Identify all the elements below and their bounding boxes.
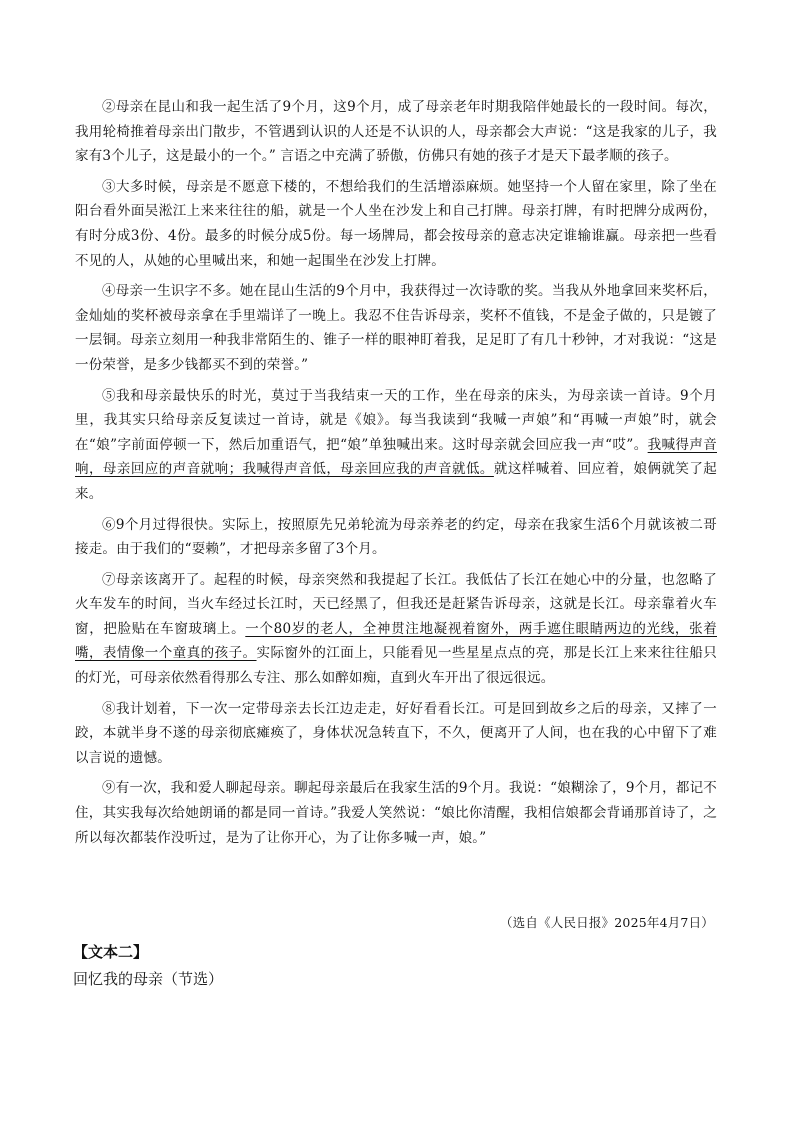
paragraph-8: ⑧我计划着，下一次一定带母亲去长江边走走，好好看看长江。可是回到故乡之后的母亲，又摔了一跤，本就半身不遂的母亲彻底瘫痪了，身体状况急转直下，不久，便离开了人间，也在我的心中留下了难以言说的遗憾。: [75, 700, 717, 766]
paragraph-7-text: ⑦母亲该离开了。起程的时候，母亲突然和我提起了长江。我低估了长江在她心中的分量，也忽略了火车发车的时间，当火车经过长江时，天已经黑了，但我还是赶紧告诉母亲，这就是长江。母亲靠着火车窗，把脸贴在车窗玻璃上。: [75, 571, 717, 637]
paragraph-9: ⑨有一次，我和爱人聊起母亲。聊起母亲最后在我家生活的9个月。我说：“娘糊涂了，9个月，都记不住，其实我每次给她朗诵的都是同一首诗。”我爱人笑然说：“娘比你清醒，我相信娘都会背诵那首诗了，之所以每次都装作没听过，是为了让你开心，为了让你多喊一声，娘。”: [75, 780, 717, 846]
section-heading: 【文本二】: [73, 943, 149, 961]
paragraph-5-text-end: 就这样喊着、回应着，娘俩就笑了起来。: [75, 461, 718, 502]
source-citation: （选自《人民日报》2025年4月7日）: [499, 915, 714, 930]
paragraph-5-text: ⑤我和母亲最快乐的时光，莫过于当我结束一天的工作，坐在母亲的床头，为母亲读一首诗。9个月里，我其实只给母亲反复读过一首诗，就是《娘》。每当我读到“我喊一声娘”和“再喊一声娘”时，就会在“娘”字前面停顿一下，然后加重语气，把“娘”单独喊出来。这时母亲就会回应我一声“哎”。: [75, 387, 717, 453]
text-one-body: [75, 95, 717, 856]
paragraph-2: ②母亲在昆山和我一起生活了9个月，这9个月，成了母亲老年时期我陪伴她最长的一段时间。每次，我用轮椅推着母亲出门散步，不管遇到认识的人还是不认识的人，母亲都会大声说：“这是我家的儿子，我家有3个儿子，这是最小的一个。” 言语之中充满了骄傲，仿佛只有她的孩子才是天下最孝顺的孩子。: [75, 99, 717, 165]
paragraph-7-underlined-sentence: 一个80岁的老人，全神贯注地凝视着窗外，两手遮住眼睛两边的光线，张着嘴，表情像一个童真的孩子。: [75, 620, 717, 662]
paragraph-7: [75, 568, 717, 691]
paragraph-3: ③大多时候，母亲是不愿意下楼的，不想给我们的生活增添麻烦。她坚持一个人留在家里，除了坐在阳台看外面吴淞江上来来往往的船，就是一个人坐在沙发上和自己打牌。母亲打牌，有时把牌分成两份，有时分成3份、4份。最多的时候分成5份。每一场牌局，都会按母亲的意志决定谁输谁赢。母亲把一些看不见的人，从她的心里喊出来，和她一起围坐在沙发上打牌。: [75, 178, 717, 269]
paragraph-5-underlined-sentence: 我喊得声音响，母亲回应的声音就响；我喊得声音低，母亲回应我的声音就低。: [75, 436, 717, 478]
paragraph-4: ④母亲一生识字不多。她在昆山生活的9个月中，我获得过一次诗歌的奖。当我从外地拿回来奖杯后，金灿灿的奖杯被母亲拿在手里端详了一晚上。我忍不住告诉母亲，奖杯不值钱，不是金子做的，只是镀了一层铜。母亲立刻用一种我非常陌生的、锥子一样的眼神盯着我，足足盯了有几十秒钟，才对我说：“这是一份荣誉，是多少钱都买不到的荣誉。”: [75, 283, 717, 373]
section-title: 回忆我的母亲（节选）: [73, 970, 224, 988]
paragraph-6: ⑥9个月过得很快。实际上，按照原先兄弟轮流为母亲养老的约定，母亲在我家生活6个月就该被二哥接走。由于我们的“耍赖”，才把母亲多留了3个月。: [75, 516, 717, 558]
paragraph-5: [75, 384, 717, 507]
paragraph-7-text-end: 实际窗外的江面上，只能看见一些星星点点的亮，那是长江上来来往往船只的灯光，可母亲依然看得那么专注、那么如醉如痴，直到火车开出了很远很远。: [75, 645, 717, 687]
